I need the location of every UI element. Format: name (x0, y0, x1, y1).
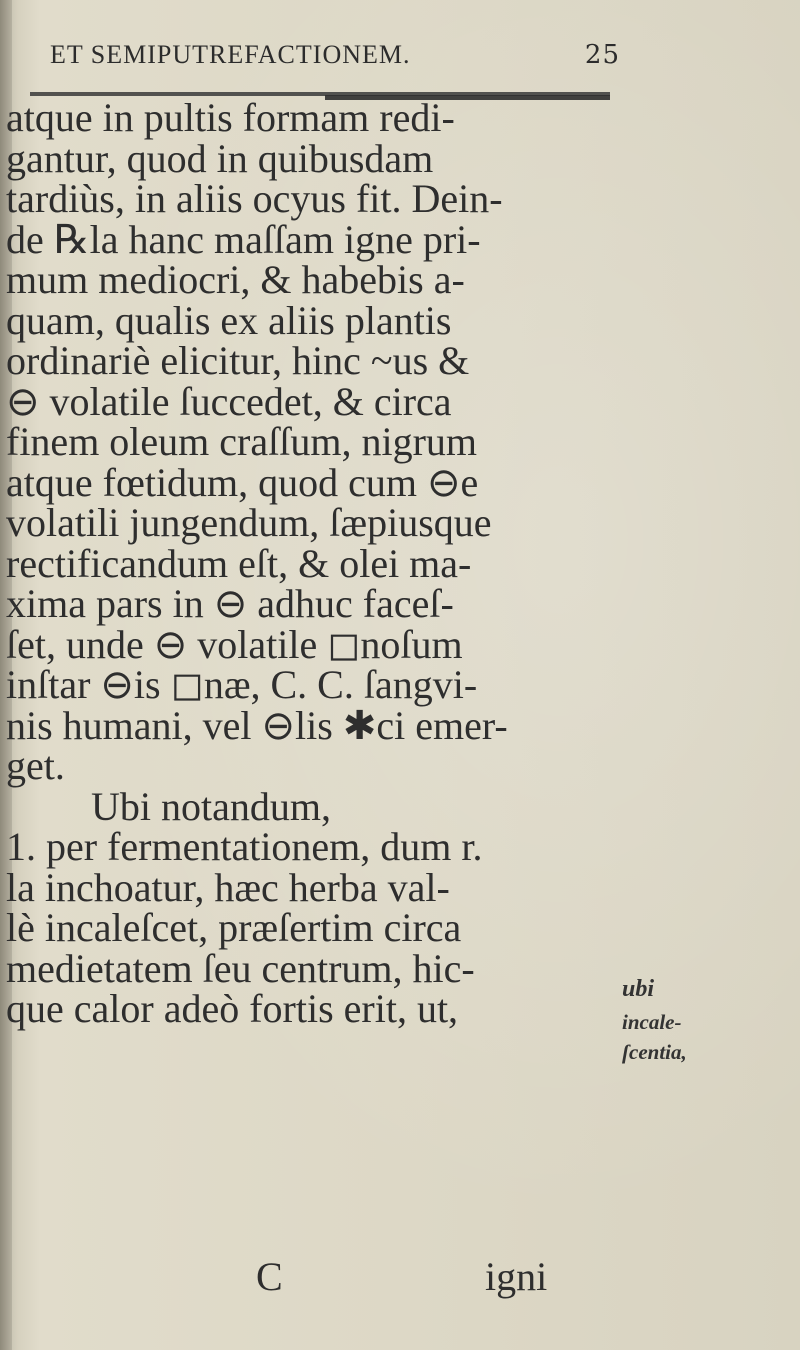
text-line: xima pars in ⊖ adhuc faceſ- (6, 581, 454, 626)
text-line: 1. per fermentationem, dum r. (6, 824, 483, 869)
margin-note: ubi (622, 976, 655, 1002)
text-line: que calor adeò fortis erit, ut, (6, 986, 459, 1031)
text-line: tardiùs, in aliis ocyus fit. Dein- (6, 176, 503, 221)
text-line: medietatem ſeu centrum, hic- (6, 945, 475, 991)
text-line: gantur, quod in quibusdam (6, 135, 434, 181)
signature-mark: C (256, 1254, 283, 1299)
text-line: Ubi notandum, (91, 783, 331, 829)
main-text (6, 95, 626, 1031)
text-line: ⊖ volatile ſuccedet, & circa (6, 378, 452, 424)
margin-note: incale- (622, 1010, 682, 1034)
text-line: inſtar ⊖is ◻næ, C. C. ſangvi- (6, 662, 478, 707)
text-line: ſet, unde ⊖ volatile ◻noſum (6, 621, 463, 667)
running-header (50, 40, 620, 70)
text-line: rectificandum eſt, & olei ma- (6, 540, 472, 586)
running-title: ET SEMIPUTREFACTIONEM. (50, 40, 411, 69)
text-line: lè incaleſcet, præſertim circa (6, 905, 462, 950)
text-line: get. (6, 743, 65, 788)
text-line: atque in pultis formam redi- (6, 95, 455, 140)
catchword: igni (485, 1254, 548, 1299)
text-line: de ℞la hanc maſſam igne pri- (6, 216, 481, 262)
text-line: quam, qualis ex aliis plantis (6, 297, 452, 343)
text-line: nis humani, vel ⊖lis ✱ci emer- (6, 702, 508, 748)
text-line: volatili jungendum, ſæpiusque (6, 500, 492, 545)
text-line: finem oleum craſſum, nigrum (6, 419, 477, 464)
margin-note: ſcentia, (622, 1040, 687, 1064)
text-line: atque fœtidum, quod cum ⊖e (6, 459, 479, 505)
text-line: mum mediocri, & habebis a- (6, 257, 465, 302)
text-line: la inchoatur, hæc herba val- (6, 864, 450, 910)
text-line: ordinariè elicitur, hinc ~us & (6, 338, 470, 383)
page-number: 25 (584, 40, 620, 70)
